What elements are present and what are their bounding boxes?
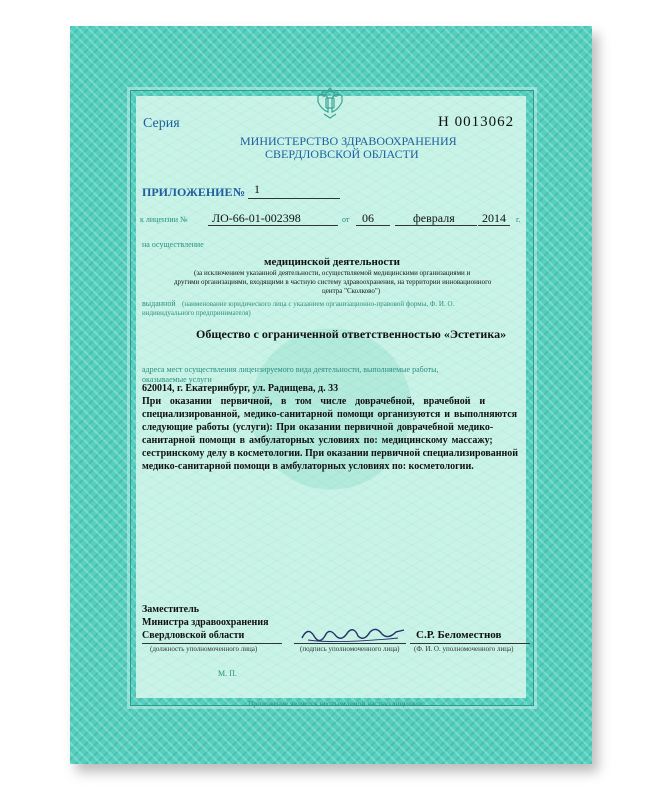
signatory-position-line3: Свердловской области xyxy=(142,630,245,641)
services-line-6: медико-санитарной помощи в амбулаторных условиях по: косметологии. xyxy=(142,461,474,472)
services-line-4: санитарной помощи в амбулаторных условиях по: медицинскому массажу; xyxy=(142,435,493,446)
signatory-position-line2: Министра здравоохранения xyxy=(142,617,269,628)
license-day: 06 xyxy=(362,211,374,225)
footer-note: Приложение является неотъемлемой частью лицензии xyxy=(248,699,422,708)
services-line-3: следующие работы (услуги): При оказании первичной доврачебной медико- xyxy=(142,422,494,433)
activity-note-line3: центра "Сколково") xyxy=(322,287,381,295)
coat-of-arms-icon xyxy=(310,82,350,122)
appendix-number-sign: № xyxy=(233,185,246,199)
issued-note-line2: индивидуального предпринимателя) xyxy=(142,309,251,317)
address-label-line2: оказываемые услуги xyxy=(142,375,212,384)
license-day-underline xyxy=(356,225,390,226)
license-year-underline xyxy=(478,225,510,226)
issued-note-line1: (наименование юридического лица с указанием организационно-правовой формы, Ф. И. О. xyxy=(182,300,455,308)
signatory-name-caption: (Ф. И. О. уполномоченного лица) xyxy=(414,645,514,653)
series-label: Серия xyxy=(143,116,180,131)
license-appendix-sheet xyxy=(70,26,592,764)
address-value: 620014, г. Екатеринбург, ул. Радищева, д. 33 xyxy=(142,383,339,394)
ministry-name-line1: МИНИСТЕРСТВО ЗДРАВООХРАНЕНИЯ xyxy=(240,134,457,148)
activity-label: на осуществление xyxy=(142,240,204,249)
issued-label: выданной xyxy=(142,299,176,308)
stamp-label: М. П. xyxy=(218,669,237,678)
signature-underline xyxy=(294,643,406,644)
license-number-underline xyxy=(208,225,338,226)
signatory-position-caption: (должность уполномоченного лица) xyxy=(150,645,258,653)
appendix-number: 1 xyxy=(254,182,260,196)
services-line-5: сестринскому делу в косметологии. При оказании первичной специализированной xyxy=(142,448,519,459)
signatory-name: С.Р. Беломестнов xyxy=(416,629,502,641)
activity-note-line2: другими организациями, входящими в частную систему здравоохранения, на территории инновационного xyxy=(174,278,492,286)
services-line-1: При оказании первичной, в том числе доврачебной, врачебной и xyxy=(142,396,486,407)
appendix-title: ПРИЛОЖЕНИЕ xyxy=(142,185,233,199)
signature-caption: (подпись уполномоченного лица) xyxy=(300,645,400,653)
signatory-name-underline xyxy=(410,643,530,644)
license-month-underline xyxy=(395,225,477,226)
signatory-position-underline xyxy=(142,643,282,644)
services-line-2: специализированной, медико-санитарной помощи организуются и выполняются xyxy=(142,409,518,420)
series-number: Н 0013062 xyxy=(438,114,515,130)
address-label-line1: адреса мест осуществления лицензируемого вида деятельности, выполняемые работы, xyxy=(142,365,439,374)
license-prefix: к лицензии № xyxy=(140,215,188,224)
activity-title: медицинской деятельности xyxy=(264,256,400,268)
license-number: ЛО-66-01-002398 xyxy=(212,211,301,225)
signatory-position-line1: Заместитель xyxy=(142,604,200,615)
appendix-number-underline xyxy=(248,198,340,199)
license-month: февраля xyxy=(413,211,455,225)
activity-note-line1: (за исключением указанной деятельности, осуществляемой медицинскими организациями и xyxy=(194,269,471,277)
license-from-label: от xyxy=(342,215,350,224)
license-year-suffix: г. xyxy=(516,215,521,224)
license-year: 2014 xyxy=(482,211,506,225)
ministry-name-line2: СВЕРДЛОВСКОЙ ОБЛАСТИ xyxy=(265,147,419,161)
organization-name: Общество с ограниченной ответственностью «Эстетика» xyxy=(196,327,507,341)
